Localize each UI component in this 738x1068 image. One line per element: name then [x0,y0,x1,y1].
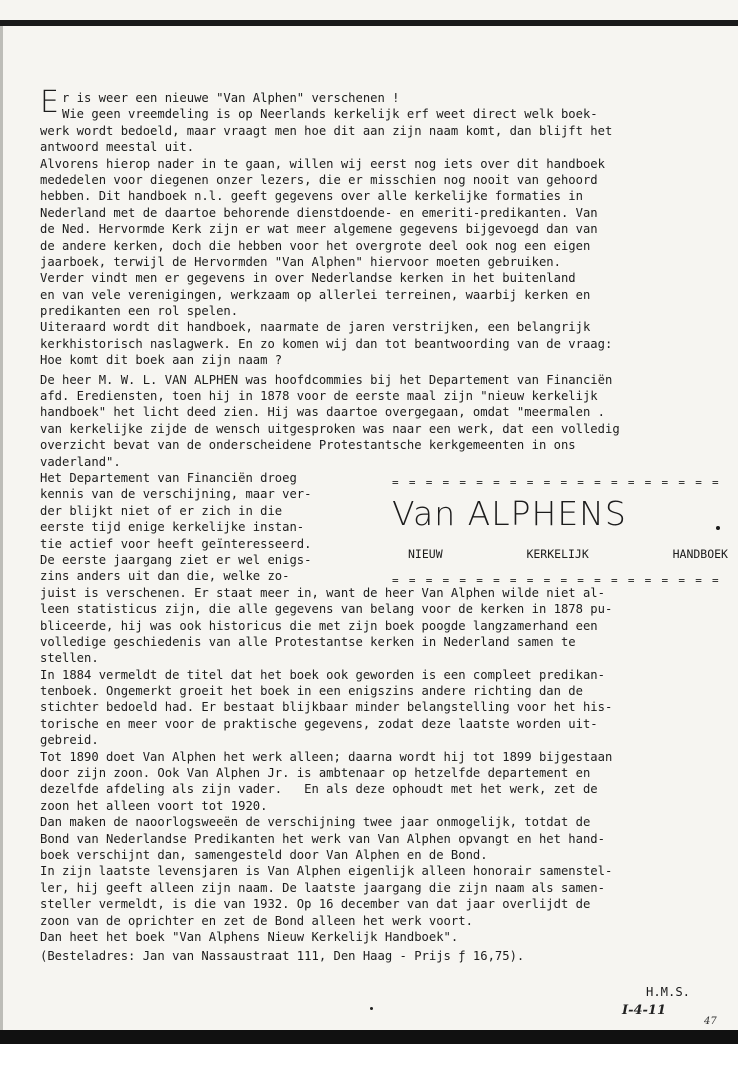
text-line: Dan maken de naoorlogsweeën de verschijning twee jaar onmogelijk, totdat de [40,815,591,830]
text-line: mededelen voor diegenen onzer lezers, die er misschien nog nooit van gehoord [40,172,598,187]
text-line-narrow: zins anders uit dan die, welke zo- [40,569,290,584]
text-line: hebben. Dit handboek n.l. geeft gegevens over alle kerkelijke formaties in [40,189,583,204]
text-line: zoon van de oprichter en zet de Bond alleen het werk voort. [40,913,473,928]
box-subtitle-word: NIEUW [408,547,443,561]
text-line: vaderland". [40,454,121,469]
text-line: en van vele verenigingen, werkzaam op allerlei terreinen, waarbij kerken en [40,287,591,302]
text-line: Nederland met de daartoe behorende dienstdoende- en emeriti-predikanten. Van [40,205,598,220]
text-line: van kerkelijke zijde de wensch uitgesproken was naar een werk, dat een volledig [40,421,620,436]
text-line-narrow: De eerste jaargang ziet er wel enigs- [40,552,312,567]
text-line-narrow: kennis van de verschijning, maar ver- [40,487,312,502]
box-subtitle [408,547,728,561]
text-line: Hoe komt dit boek aan zijn naam ? [40,353,283,368]
text-line: dezelfde afdeling als zijn vader. En als deze ophoudt met het werk, zet de [40,782,598,797]
text-line: handboek" het licht deed zien. Hij was daartoe overgegaan, omdat "meermalen . [40,405,605,420]
text-line: Alvorens hierop nader in te gaan, willen wij eerst nog iets over dit handboek [40,156,605,171]
box-separator-bottom: = = = = = = = = = = = = = = = = = = = = [392,574,721,587]
text-line: steller vermeldt, is die van 1932. Op 16 december van dat jaar overlijdt de [40,897,591,912]
text-line: afd. Erediensten, toen hij in 1878 voor de eerste maal zijn "nieuw kerkelijk [40,389,598,404]
text-line: volledige geschiedenis van alle Protestantse kerken in Nederland samen te [40,634,576,649]
scan-bottom-border [0,1030,738,1044]
page-number: 47 [704,1016,717,1027]
text-line: de andere kerken, doch die hebben voor het overgrote deel ook nog een eigen [40,238,591,253]
text-line: predikanten een rol spelen. [40,304,239,319]
scan-top-border [0,20,738,26]
text-line-narrow: tie actief voor heeft geïnteresseerd. [40,536,312,551]
box-separator-top: = = = = = = = = = = = = = = = = = = = = [392,476,721,489]
text-line-narrow: Het Departement van Financiën droeg [40,470,297,485]
text-line: torische en meer voor de praktische gegevens, zodat deze laatste worden uit- [40,716,598,731]
text-line: kerkhistorisch naslagwerk. En zo komen wij dan tot beantwoording van de vraag: [40,336,613,351]
text-line: Verder vindt men er gegevens in over Nederlandse kerken in het buitenland [40,271,576,286]
text-line-narrow: eerste tijd enige kerkelijke instan- [40,520,305,535]
stray-dot [370,1007,373,1010]
text-line: jaarboek, terwijl de Hervormden "Van Alphen" hiervoor moeten gebruiken. [40,254,561,269]
text-line: stellen. [40,651,99,666]
text-line: ler, hij geeft alleen zijn naam. De laatste jaargang die zijn naam als samen- [40,880,605,895]
order-address-line: (Besteladres: Jan van Nassaustraat 111, Den Haag - Prijs ƒ 16,75). [40,949,525,964]
text-line: overzicht bevat van de onderscheidene Protestantsche kerkgemeenten in ons [40,438,576,453]
text-line: antwoord meestal uit. [40,140,195,155]
author-signature: H.M.S. [646,985,691,999]
text-line: leen statisticus zijn, die alle gegevens van belang voor de kerken in 1878 pu- [40,602,613,617]
box-title: Van ALPHENS [392,494,627,533]
text-line: r is weer een nieuwe "Van Alphen" verschenen ! [62,91,400,105]
text-line: De heer M. W. L. VAN ALPHEN was hoofdcommies bij het Departement van Financiën [40,372,613,387]
text-line: Tot 1890 doet Van Alphen het werk alleen; daarna wordt hij tot 1899 bijgestaan [40,749,613,764]
text-line: bliceerde, hij was ook historicus die met zijn boek poogde langzamerhand een [40,618,598,633]
bullet-mark [716,526,720,530]
text-line: Wie geen vreemdeling is op Neerlands kerkelijk erf weet direct welk boek- [62,107,598,122]
handwritten-note: I-4-11 [622,1003,667,1018]
text-line: tenboek. Ongemerkt groeit het boek in een enigszins andere richting dan de [40,684,583,699]
text-line: Bond van Nederlandse Predikanten het werk van Van Alphen opvangt en het hand- [40,831,605,846]
text-line: juist is verschenen. Er staat meer in, want de heer Van Alphen wilde niet al- [40,585,605,600]
text-line: Dan heet het boek "Van Alphens Nieuw Kerkelijk Handboek". [40,929,459,944]
text-line: gebreid. [40,733,99,748]
text-line: de Ned. Hervormde Kerk zijn er wat meer algemene gegevens bijgevoegd dan van [40,222,598,237]
text-line: stichter bedoeld had. Er bestaat blijkbaar minder belangstelling voor het his- [40,700,613,715]
text-line-narrow: der blijkt niet of er zich in die [40,503,283,518]
text-line: In 1884 vermeldt de titel dat het boek ook geworden is een compleet predikan- [40,667,605,682]
text-line: werk wordt bedoeld, maar vraagt men hoe dit aan zijn naam komt, dan blijft het [40,123,613,138]
drop-cap: E [40,85,59,120]
text-line: In zijn laatste levensjaren is Van Alphen eigenlijk alleen honorair samenstel- [40,864,613,879]
box-subtitle-word: HANDBOEK [672,547,728,561]
text-line: door zijn zoon. Ook Van Alphen Jr. is ambtenaar op hetzelfde departement en [40,766,591,781]
scan-left-edge [0,26,3,1030]
text-line: Uiteraard wordt dit handboek, naarmate de jaren verstrijken, een belangrijk [40,320,591,335]
scan-margin-bottom [0,1044,738,1068]
text-line: zoon het alleen voort tot 1920. [40,798,268,813]
text-line: boek verschijnt dan, samengesteld door Van Alphen en de Bond. [40,847,488,862]
box-subtitle-word: KERKELIJK [526,547,589,561]
